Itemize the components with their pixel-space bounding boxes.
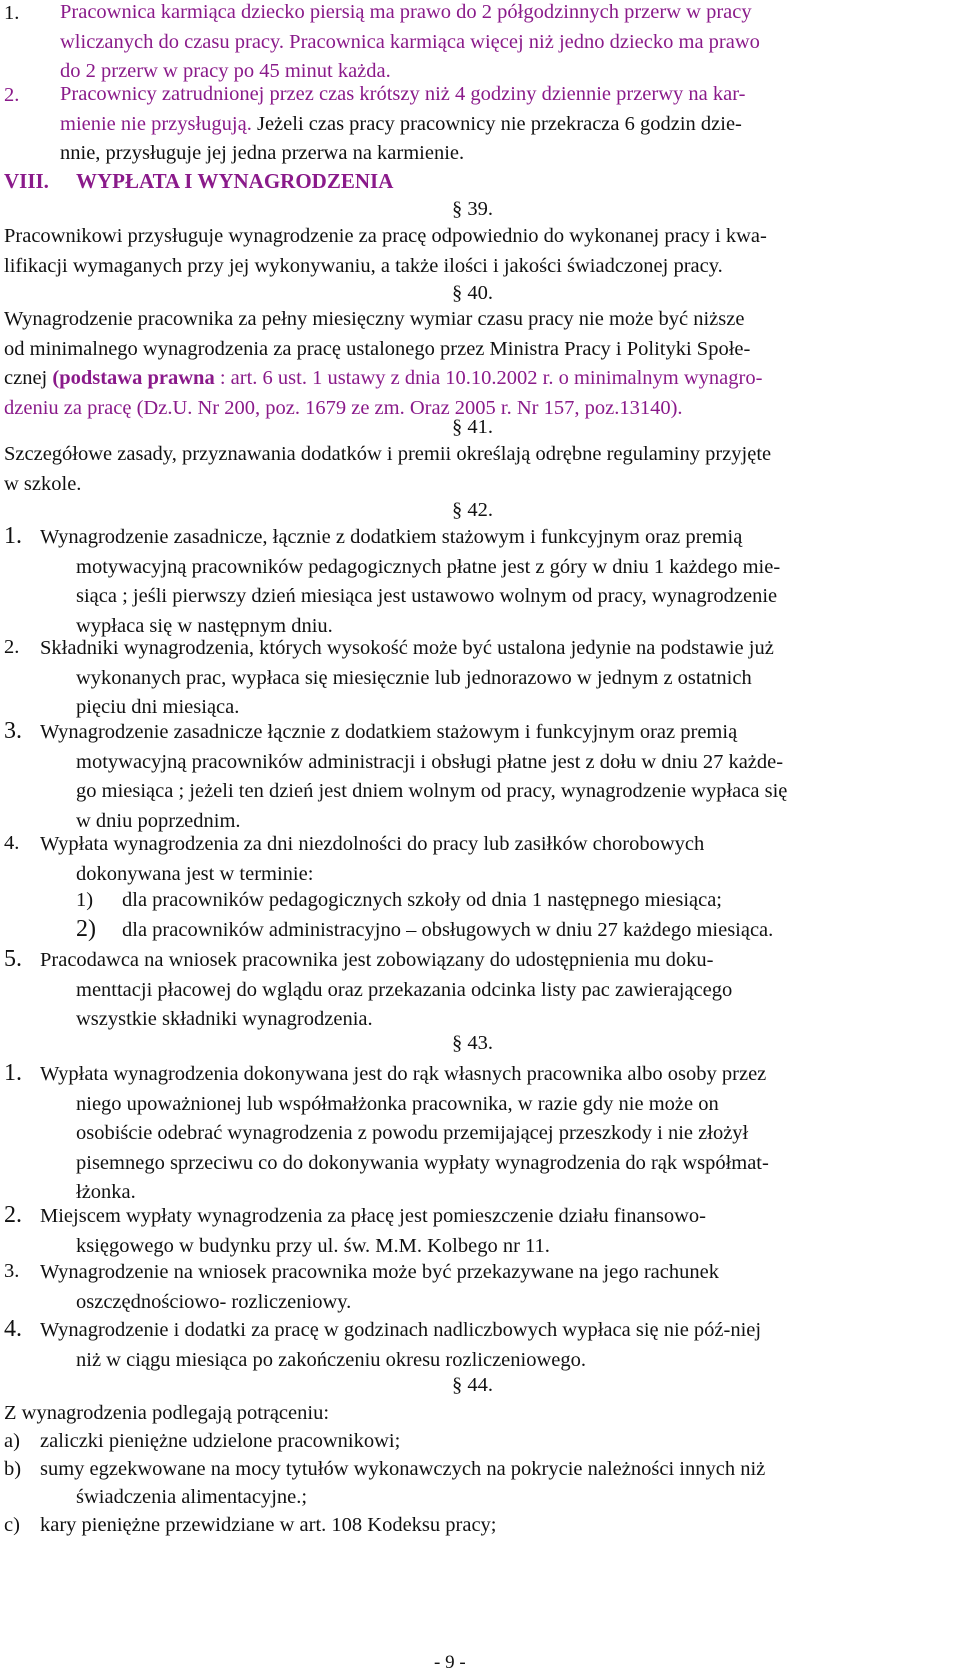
text-line: Składniki wynagrodzenia, których wysokość może być ustalona jedynie na podstawie już	[40, 637, 774, 659]
chapter-number: VIII.	[4, 169, 49, 193]
text-line: wypłaca się w następnym dniu.	[76, 614, 333, 637]
text-line: w szkole.	[4, 472, 82, 495]
text-line: Wynagrodzenie pracownika za pełny miesięczny wymiar czasu pracy nie może być niższe	[4, 308, 745, 330]
text-line: nnie, przysługuje jej jedna przerwa na karmienie.	[60, 142, 465, 164]
sub-list-text: dla pracowników pedagogicznych szkoły od dnia 1 następnego miesiąca;	[122, 889, 723, 911]
paragraph	[4, 222, 767, 281]
text-line: Wypłata wynagrodzenia dokonywana jest do rąk własnych pracownika albo osoby przez	[40, 1063, 767, 1085]
section-title: § 42.	[452, 499, 493, 521]
text-line: księgowego w budynku przy ul. św. M.M. Kolbego nr 11.	[76, 1234, 550, 1257]
text-line	[4, 364, 762, 394]
text-line: niż w ciągu miesiąca po zakończeniu okresu rozliczeniowego.	[76, 1348, 587, 1371]
text-line: siąca ; jeśli pierwszy dzień miesiąca jest ustawowo wolnym od pracy, wynagrodzenie	[76, 585, 778, 607]
sub-list-text: dla pracowników administracyjno – obsługowych w dniu 27 każdego miesiąca.	[122, 919, 774, 941]
list-number: 3.	[4, 1260, 20, 1282]
list-item	[40, 634, 774, 723]
text-line: Pracownicy zatrudnionej przez czas krótszy niż 4 godziny dziennie przerwy na kar-	[60, 83, 746, 105]
list-item	[40, 718, 787, 836]
text-line: oszczędnościowo- rozliczeniowy.	[76, 1290, 352, 1313]
list-letter: c)	[4, 1514, 20, 1536]
text-line: Wynagrodzenie na wniosek pracownika może być przekazywane na jego rachunek	[40, 1261, 719, 1283]
paragraph	[60, 0, 760, 87]
text-line: lifikacji wymaganych przy jej wykonywaniu, a także ilości i jakości świadczonej pracy.	[4, 254, 723, 277]
list-number: 2.	[4, 1202, 22, 1228]
text-line: motywacyjną pracowników administracji i obsługi płatne jest z dołu w dniu 27 każde-	[76, 750, 784, 773]
chapter-title: WYPŁATA I WYNAGRODZENIA	[76, 169, 394, 193]
text-line: Wypłata wynagrodzenia za dni niezdolności do pracy lub zasiłków chorobowych	[40, 833, 705, 855]
list-item	[40, 1316, 761, 1375]
text-span: mienie nie przysługują.	[60, 112, 252, 135]
legal-basis-text: : art. 6 ust. 1 ustawy z dnia 10.10.2002 r. o minimalnym wynagro-	[214, 367, 763, 389]
list-item	[40, 946, 732, 1035]
text-span: Jeżeli czas pracy pracownicy nie przekracza 6 godzin dzie-	[251, 112, 742, 135]
text-line: motywacyjną pracowników pedagogicznych płatne jest z góry w dniu 1 każdego mie-	[76, 555, 781, 578]
sub-list-number: 2)	[76, 916, 96, 942]
list-item	[40, 1060, 769, 1208]
text-span: cznej	[4, 367, 53, 389]
list-number: 5.	[4, 946, 22, 972]
list-item	[40, 1258, 719, 1317]
paragraph	[4, 440, 771, 499]
list-number: 2.	[4, 84, 20, 106]
text-line: wliczanych do czasu pracy. Pracownica karmiąca więcej niż jedno dziecko ma prawo	[60, 30, 760, 53]
text-line: zaliczki pieniężne udzielone pracownikowi;	[40, 1430, 401, 1452]
sub-list-number: 1)	[76, 889, 94, 911]
text-line: Wynagrodzenie zasadnicze łącznie z dodatkiem stażowym i funkcyjnym oraz premią	[40, 721, 738, 743]
list-item	[40, 523, 780, 641]
text-line: do 2 przerw w pracy po 45 minut każda.	[60, 60, 391, 82]
paragraph	[60, 80, 745, 169]
text-line: od minimalnego wynagrodzenia za pracę ustalonego przez Ministra Pracy i Polityki Społe-	[4, 337, 751, 360]
text-line: Wynagrodzenie i dodatki za pracę w godzinach nadliczbowych wypłaca się nie póź-niej	[40, 1319, 762, 1341]
section-title: § 43.	[452, 1032, 493, 1054]
text-line: Pracownica karmiąca dziecko piersią ma prawo do 2 półgodzinnych przerw w pracy	[60, 1, 752, 23]
text-line: wszystkie składniki wynagrodzenia.	[76, 1008, 373, 1030]
text-line: menttacji płacowej do wglądu oraz przekazania odcinka listy pac zawierającego	[76, 978, 733, 1001]
text-line: dokonywana jest w terminie:	[76, 862, 314, 885]
section-title: § 40.	[452, 282, 493, 304]
text-line: Szczegółowe zasady, przyznawania dodatków i premii określają odrębne regulaminy przyjęte	[4, 443, 772, 465]
text-line: w dniu poprzednim.	[76, 809, 241, 832]
text-line: wykonanych prac, wypłaca się miesięcznie lub jednorazowo w jednym z ostatnich	[76, 666, 752, 689]
list-number: 4.	[4, 1316, 22, 1342]
list-number: 3.	[4, 718, 22, 744]
list-item	[40, 830, 704, 889]
text-line: Z wynagrodzenia podlegają potrąceniu:	[4, 1402, 330, 1424]
text-line: go miesiąca ; jeżeli ten dzień jest dniem wolnym od pracy, wynagrodzenie wypłaca się	[76, 780, 788, 802]
text-line: łżonka.	[76, 1181, 136, 1203]
text-line: Wynagrodzenie zasadnicze, łącznie z dodatkiem stażowym i funkcyjnym oraz premią	[40, 526, 743, 548]
text-line: pisemnego sprzeciwu co do dokonywania wypłaty wynagrodzenia do rąk współmat-	[76, 1151, 769, 1174]
list-number: 1.	[4, 1060, 22, 1086]
page-number: - 9 -	[434, 1652, 466, 1673]
text-line: Pracodawca na wniosek pracownika jest zobowiązany do udostępnienia mu doku-	[40, 949, 714, 971]
list-letter: b)	[4, 1458, 22, 1480]
list-number: 2.	[4, 636, 20, 658]
section-title: § 41.	[452, 416, 493, 438]
text-line: dzeniu za pracę (Dz.U. Nr 200, poz. 1679 ze zm. Oraz 2005 r. Nr 157, poz.13140).	[4, 396, 683, 419]
list-letter: a)	[4, 1430, 20, 1452]
list-number: 4.	[4, 832, 20, 854]
text-line: kary pieniężne przewidziane w art. 108 Kodeksu pracy;	[40, 1514, 497, 1536]
text-line: Miejscem wypłaty wynagrodzenia za płacę jest pomieszczenie działu finansowo-	[40, 1205, 706, 1227]
text-line	[60, 110, 745, 140]
list-item	[40, 1202, 706, 1261]
section-title: § 39.	[452, 198, 493, 220]
legal-basis-label: (podstawa prawna	[52, 367, 215, 389]
text-line: osobiście odebrać wynagrodzenia z powodu przemijającej przeszkody i nie złożył	[76, 1122, 749, 1144]
text-line: świadczenia alimentacyjne.;	[76, 1486, 308, 1508]
text-line: pięciu dni miesiąca.	[76, 696, 240, 718]
paragraph	[4, 305, 762, 423]
text-line: niego upoważnionej lub współmałżonka pracownika, w razie gdy nie może on	[76, 1092, 719, 1115]
list-number: 1.	[4, 523, 22, 549]
list-number: 1.	[4, 2, 20, 24]
text-line: Pracownikowi przysługuje wynagrodzenie za pracę odpowiednio do wykonanej pracy i kwa-	[4, 225, 767, 247]
section-title: § 44.	[452, 1374, 493, 1396]
text-line: sumy egzekwowane na mocy tytułów wykonawczych na pokrycie należności innych niż	[40, 1458, 766, 1480]
